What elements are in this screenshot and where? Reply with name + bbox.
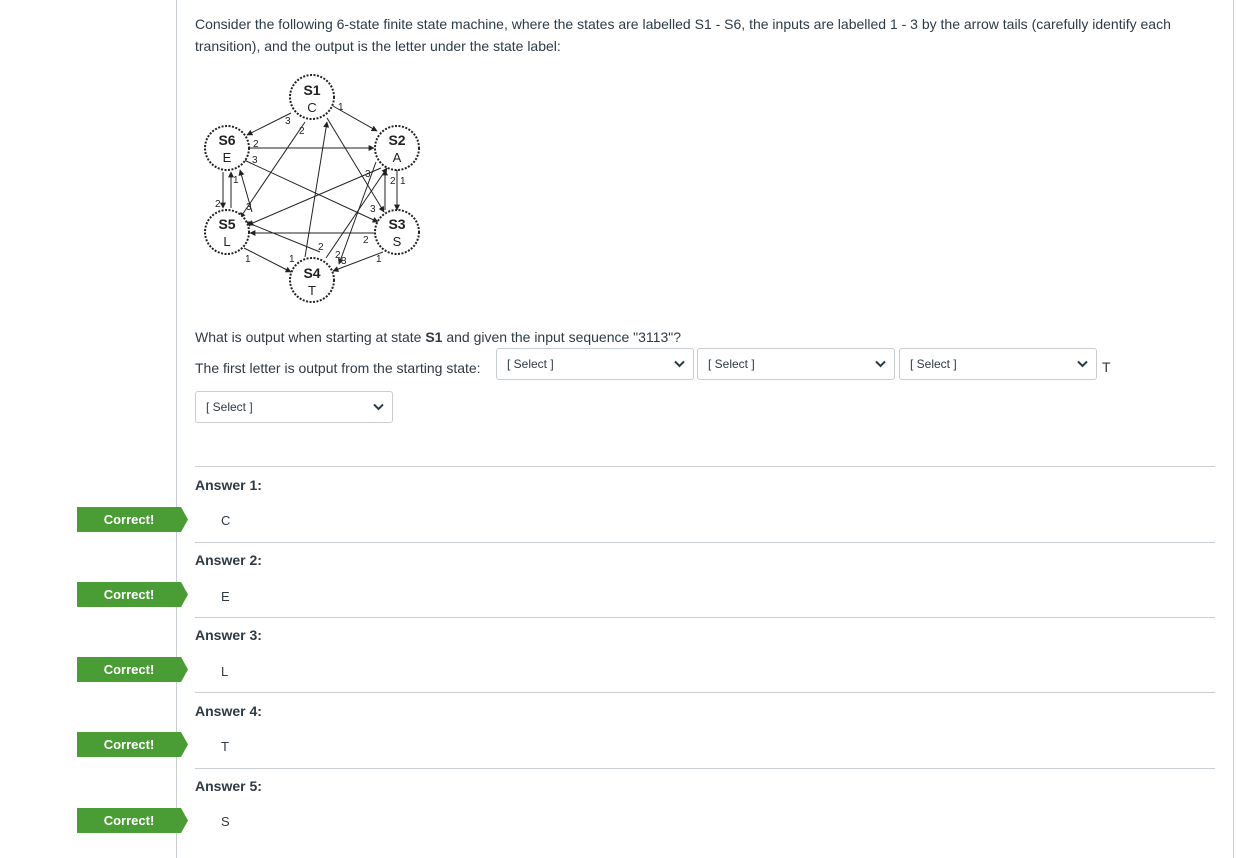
correct-badge-2 bbox=[77, 582, 188, 607]
answer-4-label: Answer 4: bbox=[195, 703, 262, 719]
chevron-down-icon bbox=[1077, 360, 1088, 368]
state-s1 bbox=[290, 75, 334, 119]
correct-badge-1 bbox=[77, 507, 188, 532]
svg-text:S5: S5 bbox=[218, 216, 236, 232]
svg-text:3: 3 bbox=[252, 155, 258, 166]
svg-text:S4: S4 bbox=[303, 265, 321, 281]
divider bbox=[195, 542, 1215, 543]
answer-1-value: C bbox=[221, 513, 231, 528]
svg-text:3: 3 bbox=[285, 116, 291, 127]
divider bbox=[195, 466, 1215, 467]
answer-select-1[interactable] bbox=[496, 348, 694, 380]
correct-badge-4 bbox=[77, 732, 188, 757]
select-3-value: [ Select ] bbox=[910, 357, 957, 371]
svg-text:S3: S3 bbox=[388, 216, 406, 232]
answer-4-value: T bbox=[221, 739, 229, 754]
prompt-before: What is output when starting at state bbox=[195, 329, 426, 345]
svg-text:S6: S6 bbox=[218, 132, 236, 148]
correct-badge-label: Correct! bbox=[103, 587, 155, 602]
state-s3 bbox=[375, 210, 419, 254]
svg-text:2: 2 bbox=[215, 199, 221, 210]
svg-text:3: 3 bbox=[246, 202, 252, 213]
answer-2-label: Answer 2: bbox=[195, 552, 262, 568]
chevron-down-icon bbox=[674, 360, 685, 368]
svg-text:S2: S2 bbox=[388, 132, 406, 148]
svg-text:T: T bbox=[308, 283, 316, 298]
svg-text:2: 2 bbox=[318, 242, 324, 253]
divider bbox=[195, 692, 1215, 693]
svg-text:C: C bbox=[307, 100, 317, 115]
svg-text:1: 1 bbox=[376, 254, 382, 265]
select-4-value: [ Select ] bbox=[206, 400, 253, 414]
svg-text:2: 2 bbox=[390, 176, 396, 187]
left-border bbox=[176, 0, 177, 858]
state-s6 bbox=[205, 126, 249, 170]
correct-badge-label: Correct! bbox=[103, 813, 155, 828]
answer-5-value: S bbox=[221, 814, 230, 829]
svg-text:L: L bbox=[223, 234, 231, 249]
svg-text:1: 1 bbox=[245, 254, 251, 265]
prompt-start-state: S1 bbox=[425, 329, 443, 345]
trailing-letter: T bbox=[1102, 359, 1111, 375]
chevron-down-icon bbox=[875, 360, 886, 368]
svg-text:3: 3 bbox=[365, 169, 371, 180]
svg-text:1: 1 bbox=[400, 176, 406, 187]
correct-badge-5 bbox=[77, 808, 188, 833]
state-s4 bbox=[290, 258, 334, 302]
answer-select-4[interactable] bbox=[195, 391, 393, 423]
answer-select-2[interactable] bbox=[697, 348, 895, 380]
svg-text:2: 2 bbox=[335, 250, 341, 261]
svg-text:1: 1 bbox=[338, 102, 344, 113]
state-s5 bbox=[205, 210, 249, 254]
svg-text:3: 3 bbox=[341, 256, 347, 267]
svg-text:A: A bbox=[392, 150, 402, 165]
prompt-after: and given the input sequence "3113"? bbox=[442, 329, 682, 345]
select-1-value: [ Select ] bbox=[507, 357, 554, 371]
answer-3-value: L bbox=[221, 664, 229, 679]
svg-text:3: 3 bbox=[370, 204, 376, 215]
svg-text:2: 2 bbox=[299, 126, 305, 137]
svg-text:E: E bbox=[222, 150, 232, 165]
svg-text:1: 1 bbox=[233, 175, 239, 186]
correct-badge-label: Correct! bbox=[103, 662, 155, 677]
divider bbox=[195, 768, 1215, 769]
answer-2-value: E bbox=[221, 589, 230, 604]
question-prompt bbox=[195, 327, 681, 347]
answer-select-3[interactable] bbox=[899, 348, 1097, 380]
fsm-diagram bbox=[190, 70, 430, 310]
svg-text:2: 2 bbox=[363, 235, 369, 246]
select-2-value: [ Select ] bbox=[708, 357, 755, 371]
state-s2 bbox=[375, 126, 419, 170]
correct-badge-label: Correct! bbox=[103, 512, 155, 527]
question-intro: Consider the following 6-state finite state machine, where the states are labelled S1 - S6, the inputs are labelled 1 - 3 by the arrow tails (carefully identify each transition), and the output is the letter under the state label: bbox=[195, 16, 1171, 54]
answer-1-label: Answer 1: bbox=[195, 477, 262, 493]
svg-text:S: S bbox=[392, 234, 402, 249]
divider bbox=[195, 617, 1215, 618]
answer-5-label: Answer 5: bbox=[195, 778, 262, 794]
chevron-down-icon bbox=[373, 403, 384, 411]
svg-text:1: 1 bbox=[289, 254, 295, 265]
first-letter-label: The first letter is output from the starting state: bbox=[195, 360, 481, 376]
correct-badge-label: Correct! bbox=[103, 737, 155, 752]
fsm-transitions bbox=[223, 106, 397, 272]
correct-badge-3 bbox=[77, 657, 188, 682]
svg-text:S1: S1 bbox=[303, 82, 321, 98]
svg-text:2: 2 bbox=[253, 139, 259, 150]
answer-3-label: Answer 3: bbox=[195, 627, 262, 643]
right-border bbox=[1233, 0, 1234, 858]
